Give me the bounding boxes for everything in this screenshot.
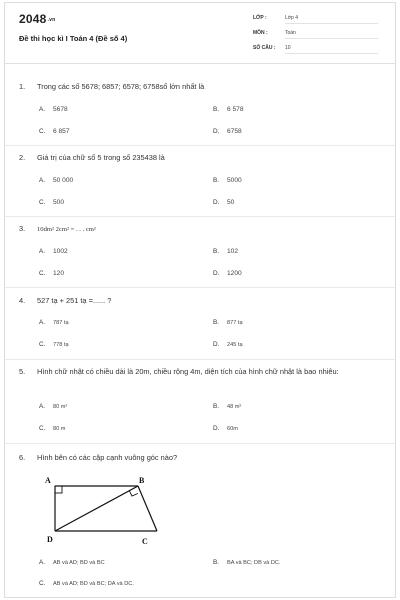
segment-bc [138, 486, 157, 531]
divider [5, 359, 395, 360]
answer-option-3a[interactable]: A. 1002 [39, 248, 68, 255]
meta-key: SỐ CÂU : [253, 45, 276, 51]
segment-db [55, 486, 138, 531]
logo-suffix: .vn [47, 16, 56, 23]
right-angle-marker-a [55, 486, 62, 493]
meta-subject [253, 30, 378, 36]
geometry-figure [35, 473, 175, 551]
site-logo[interactable] [19, 12, 55, 26]
answer-option-6b[interactable]: B. BA và BC; DB và DC. [213, 559, 281, 566]
question-5: 5. Hình chữ nhật có chiều dài là 20m, chiều rộng 4m, diện tích của hình chữ nhật là bao nhiêu: [19, 367, 339, 376]
right-angle-marker-b [129, 491, 138, 496]
answer-option-4a[interactable]: A. 787 tạ [39, 319, 69, 326]
question-text: Hình bên có các cặp cạnh vuông góc nào? [37, 453, 178, 462]
vertex-label-d: D [47, 535, 53, 544]
question-1: 1. Trong các số 5678; 6857; 6578; 6758số lớn nhất là [19, 82, 205, 91]
vertex-label-c: C [142, 537, 148, 546]
answer-option-5d[interactable]: D. 60m [213, 425, 238, 432]
divider [5, 443, 395, 444]
answer-option-2c[interactable]: C. 500 [39, 199, 65, 206]
divider [5, 145, 395, 146]
divider [5, 216, 395, 217]
meta-value: Lớp 4 [285, 15, 299, 21]
question-text: Hình chữ nhật có chiều dài là 20m, chiều rộng 4m, diện tích của hình chữ nhật là bao nhiêu: [37, 367, 339, 376]
exam-header [5, 3, 395, 64]
answer-option-2a[interactable]: A. 50 000 [39, 177, 74, 184]
question-2: 2. Giá trị của chữ số 5 trong số 235438 là [19, 153, 165, 162]
question-3: 3. 10dm² 2cm² = . . . cm² [19, 224, 96, 233]
answer-option-1a[interactable]: A. 5678 [39, 106, 68, 113]
answer-option-5a[interactable]: A. 80 m² [39, 403, 68, 410]
answer-option-6a[interactable]: A. AB và AD; BD và BC [39, 559, 105, 566]
answer-option-2d[interactable]: D. 50 [213, 199, 235, 206]
answer-option-1c[interactable]: C. 6 857 [39, 128, 70, 135]
exam-page [4, 2, 396, 598]
question-text: 527 tạ + 251 tạ =...... ? [37, 296, 112, 305]
answer-option-5b[interactable]: B. 48 m² [213, 403, 242, 410]
answer-option-1b[interactable]: B. 6 578 [213, 106, 244, 113]
vertex-label-a: A [45, 476, 51, 485]
answer-option-3d[interactable]: D. 1200 [213, 270, 242, 277]
answer-option-3c[interactable]: C. 120 [39, 270, 65, 277]
meta-key: LỚP : [253, 15, 267, 21]
vertex-label-b: B [139, 476, 145, 485]
answer-option-6c[interactable]: C. AB và AD; BD và BC; DA và DC. [39, 580, 134, 587]
question-4: 4. 527 tạ + 251 tạ =...... ? [19, 296, 112, 305]
logo-text: 2048 [19, 12, 47, 26]
answer-option-1d[interactable]: D. 6758 [213, 128, 242, 135]
answer-option-2b[interactable]: B. 5000 [213, 177, 242, 184]
meta-class [253, 15, 378, 21]
question-6: 6. Hình bên có các cặp cạnh vuông góc nào? [19, 453, 178, 462]
exam-title: Đề thi học kì I Toán 4 (Đề số 4) [19, 34, 128, 43]
answer-option-4b[interactable]: B. 877 tạ [213, 319, 243, 326]
answer-option-3b[interactable]: B. 102 [213, 248, 239, 255]
meta-value: 10 [285, 45, 291, 51]
question-text: Giá trị của chữ số 5 trong số 235438 là [37, 153, 165, 162]
answer-option-5c[interactable]: C. 80 m [39, 425, 66, 432]
answer-option-4d[interactable]: D. 245 tạ [213, 341, 243, 348]
question-text: Trong các số 5678; 6857; 6578; 6758số lớn nhất là [37, 82, 205, 91]
meta-key: MÔN : [253, 30, 268, 36]
divider [5, 287, 395, 288]
answer-option-4c[interactable]: C. 778 tạ [39, 341, 69, 348]
meta-question-count [253, 45, 378, 51]
question-text: 10dm² 2cm² = . . . cm² [37, 226, 96, 233]
meta-value: Toán [285, 30, 296, 36]
